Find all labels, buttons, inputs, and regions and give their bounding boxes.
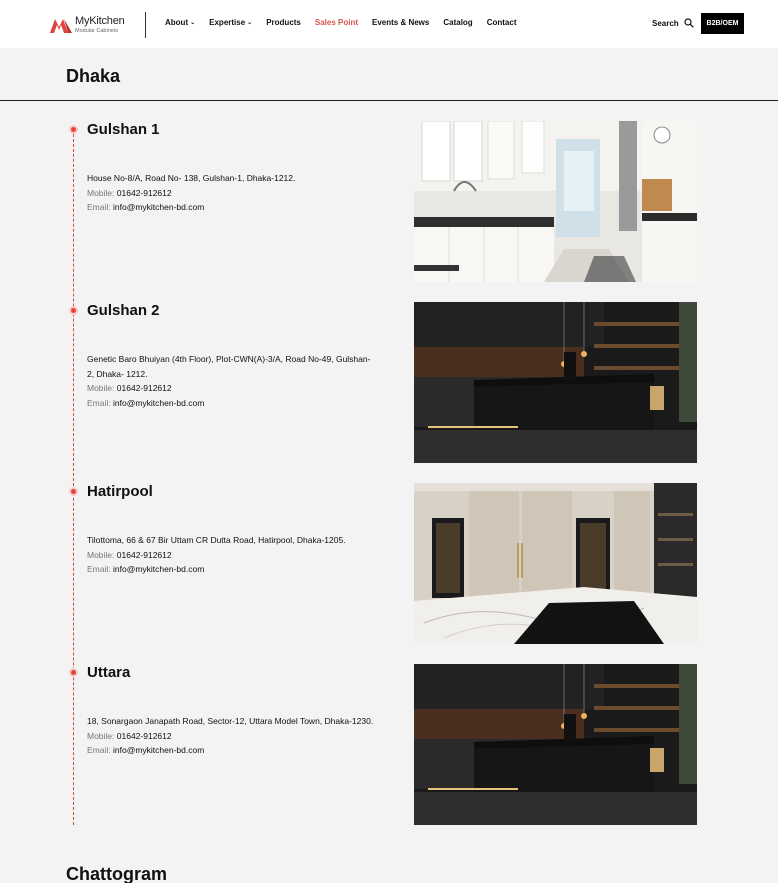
mobile-label: Mobile: [87,187,115,198]
location-name: Uttara [87,664,131,681]
location-address: Tilottoma, 66 & 67 Bir Uttam CR Dutta Road, Hatirpool, Dhaka-1205. [87,535,346,545]
email-label: Email: [87,564,111,574]
city-title-chattogram: Chattogram [66,864,168,883]
email-label: Email: [87,397,111,408]
location-address: 18, Sonargaon Janapath Road, Sector-12, Uttara Model Town, Dhaka-1230. [87,716,374,726]
section-divider [0,100,778,101]
location-uttara [0,664,778,825]
b2b-oem-button[interactable]: B2B/OEM [701,13,744,34]
location-mobile[interactable]: 01642-912612 [116,383,172,393]
logo[interactable] [50,14,125,36]
nav-contact[interactable]: Contact [486,18,517,27]
location-email[interactable]: info@mykitchen-bd.com [113,202,205,212]
nav-products[interactable]: Products [266,18,301,27]
location-name: Hatirpool [87,483,153,500]
email-label: Email: [87,745,111,755]
header-divider [145,12,146,38]
location-hatirpool [0,483,778,644]
nav-about[interactable]: About ⌄ [165,18,196,27]
dark-kitchen-photo [414,302,697,463]
location-photo [414,302,697,463]
search-label: Search [652,18,679,28]
nav-expertise[interactable]: Expertise ⌄ [209,18,253,27]
search-icon [684,18,694,28]
location-address: House No-8/A, Road No- 138, Gulshan-1, Dhaka-1212. [87,173,296,183]
logo-name: MyKitchen [75,14,125,27]
chevron-down-icon: ⌄ [190,20,196,26]
location-mobile[interactable]: 01642-912612 [116,730,172,741]
timeline-dot [69,668,78,677]
mobile-label: Mobile: [87,383,115,393]
main-nav [165,18,530,27]
marble-kitchen-photo [414,483,697,644]
location-name: Gulshan 2 [87,302,160,319]
mobile-label: Mobile: [87,730,115,741]
timeline-dot [69,125,78,134]
search-button[interactable] [652,18,694,28]
email-label: Email: [87,202,111,212]
timeline-dot [69,487,78,496]
city-title-dhaka: Dhaka [66,66,121,86]
location-gulshan-1 [0,121,778,282]
nav-catalog[interactable]: Catalog [443,18,473,27]
nav-sales-point[interactable]: Sales Point [314,18,358,27]
location-mobile[interactable]: 01642-912612 [116,187,172,198]
location-photo [414,121,697,282]
white-kitchen-photo [414,121,697,282]
timeline-dot [69,306,78,315]
dark-kitchen-photo [414,664,697,825]
site-header [0,0,778,48]
location-mobile[interactable]: 01642-912612 [116,549,172,560]
location-email[interactable]: info@mykitchen-bd.com [113,564,205,574]
mobile-label: Mobile: [87,549,115,560]
location-gulshan-2 [0,302,778,463]
location-photo [414,483,697,644]
location-address: Genetic Baro Bhuiyan (4th Floor), Plot-CWN(A)-3/A, Road No-49, Gulshan-2, Dhaka- 1212. [87,354,371,379]
chevron-down-icon: ⌄ [247,20,253,26]
location-email[interactable]: info@mykitchen-bd.com [113,745,205,755]
nav-events-news[interactable]: Events & News [372,18,430,27]
logo-tagline: Modular Cabinets [75,27,119,34]
logo-icon [50,17,72,33]
location-email[interactable]: info@mykitchen-bd.com [113,397,205,408]
location-photo [414,664,697,825]
location-name: Gulshan 1 [87,121,160,138]
